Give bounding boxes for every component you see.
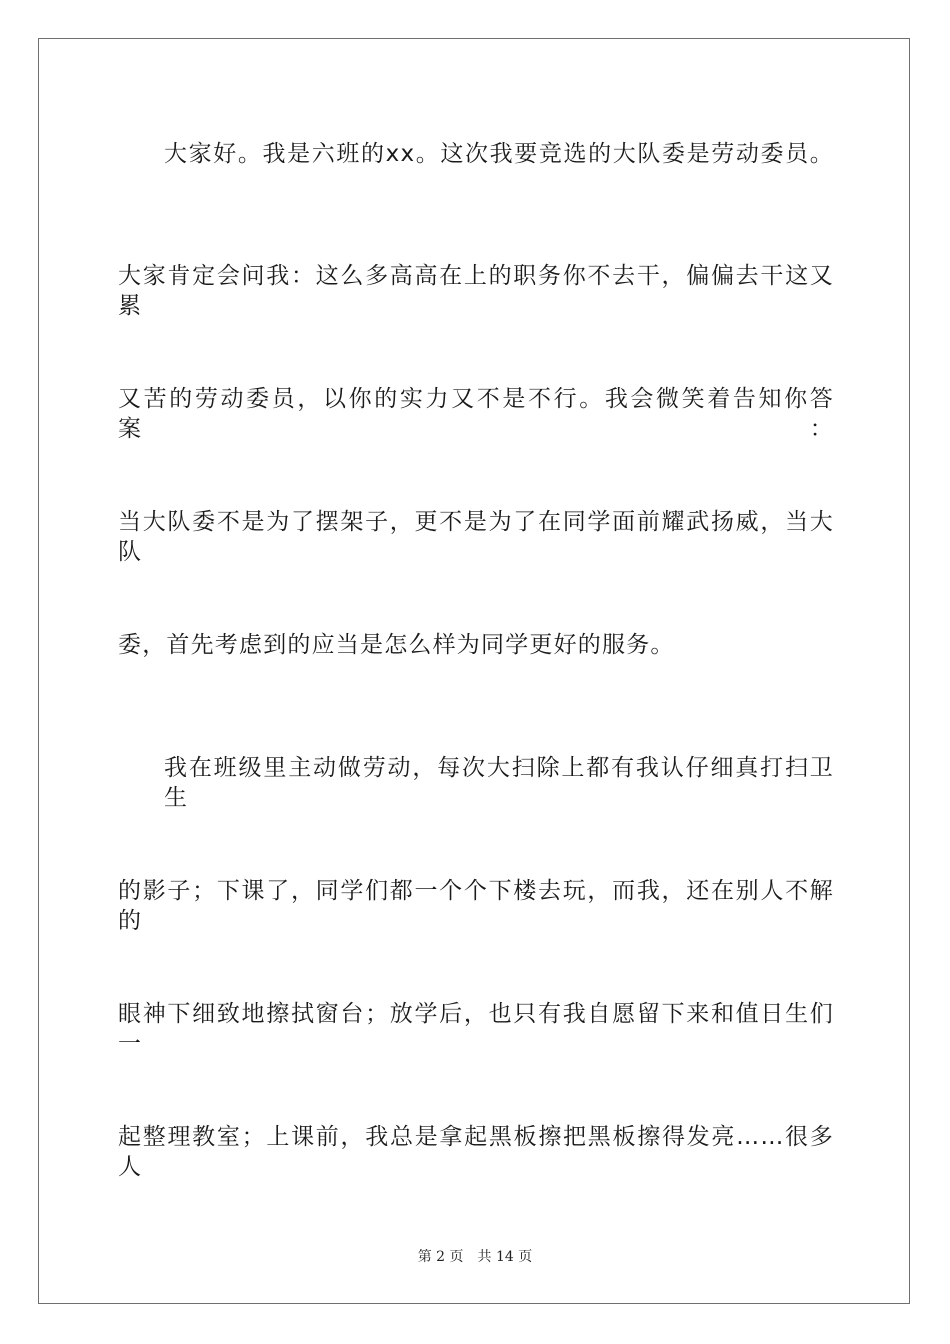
- paragraph-1-line-4: 当大队委不是为了摆架子，更不是为了在同学面前耀武扬威，当大队: [118, 509, 834, 565]
- paragraph-2-line-3: 眼神下细致地擦拭窗台；放学后，也只有我自愿留下来和值日生们一: [118, 1001, 834, 1057]
- paragraph-2-line-4: 起整理教室；上课前，我总是拿起黑板擦把黑板擦得发亮……很多人: [118, 1124, 834, 1180]
- paragraph-2-line-1: 我在班级里主动做劳动，每次大扫除上都有我认仔细真打扫卫生: [164, 755, 834, 811]
- paragraph-1-line-1: 大家好。我是六班的xx。这次我要竞选的大队委是劳动委员。: [164, 141, 834, 167]
- paragraph-1-line-5: 委，首先考虑到的应当是怎么样为同学更好的服务。: [118, 632, 675, 658]
- paragraph-2-line-2: 的影子；下课了，同学们都一个个下楼去玩，而我，还在别人不解的: [118, 878, 834, 934]
- paragraph-1-line-3: 又苦的劳动委员，以你的实力又不是不行。我会微笑着告知你答案：: [118, 386, 834, 442]
- paragraph-1-line-2: 大家肯定会问我：这么多高高在上的职务你不去干，偏偏去干这又累: [118, 263, 834, 319]
- page-number-footer: 第 2 页 共 14 页: [417, 1249, 533, 1265]
- page-border: [38, 38, 910, 1304]
